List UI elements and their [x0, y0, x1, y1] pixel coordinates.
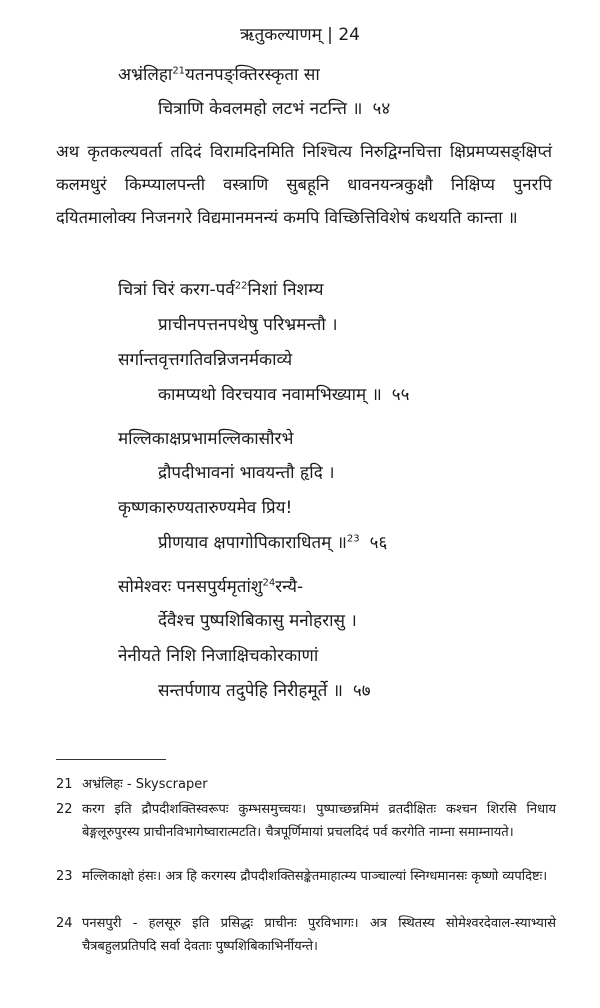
- footnote-21: [56, 773, 556, 796]
- verse-text: कामप्यथो विरचयाव नवामभिख्याम् ॥: [158, 385, 382, 405]
- footnote-23: [56, 865, 556, 888]
- verse-text: यतनपङ्क्तिरस्कृता सा: [185, 65, 320, 85]
- verse-number-54: ५४: [372, 99, 391, 119]
- prose-paragraph: [56, 135, 552, 234]
- footnote-text: अभ्रंलिहः - Skyscraper: [82, 777, 208, 792]
- verse-text: प्रीणयाव क्षपागोपिकाराधितम् ॥: [158, 533, 347, 553]
- verse-56-line-2: द्रौपदीभावनां भावयन्तौ हृदि ।: [158, 463, 335, 483]
- footnote-number: 22: [56, 802, 73, 817]
- verse-55-line-3: सर्गान्तवृत्तगतिवन्निजनर्मकाव्ये: [118, 350, 293, 370]
- footnote-text: पनसपुरी - हलसूरु इति प्रसिद्धः प्राचीनः पुरविभागः। अत्र स्थितस्य सोमेश्वरदेवाल-स्याभ्यासे चैत्रबहुलप्रतिपदि सर्वा देवताः पुष्पशिबिकाभिर्नीयन्ते।: [82, 916, 556, 954]
- verse-55-line-2: प्राचीनपत्तनपथेषु परिभ्रमन्तौ ।: [158, 315, 338, 335]
- footnote-text: करग इति द्रौपदीशक्तिस्वरूपः कुम्भसमुच्चयः। पुष्पाच्छन्नमिमं व्रतदीक्षितः कश्चन शिरसि निधाय बेङ्गलूरुपुरस्य प्राचीनविभागेष्वारात्मटति। चैत्रपूर्णिमायां प्रचलदिदं पर्व करगेति नाम्ना समाम्नायते।: [82, 802, 556, 840]
- verse-56-line-1: मल्लिकाक्षप्रभामल्लिकासौरभे: [118, 429, 294, 449]
- verse-57-line-4: [158, 678, 371, 701]
- footnote-24: [56, 912, 556, 958]
- verse-55-line-4: [158, 382, 409, 405]
- footnote-22: [56, 798, 556, 844]
- footnote-rule: [56, 759, 166, 760]
- footnote-ref-22: 22: [234, 280, 248, 292]
- verse-54-line-2: [158, 96, 390, 119]
- verse-text: अभ्रंलिहा: [118, 65, 173, 85]
- verse-55-line-1: [118, 277, 324, 300]
- verse-54-line-1: [118, 62, 320, 85]
- verse-57-line-1: [118, 574, 303, 597]
- verse-56-line-3: कृष्णकारुण्यतारुण्यमेव प्रिय!: [118, 498, 293, 518]
- verse-text: निशां निशम्य: [247, 280, 324, 300]
- verse-number-56: ५६: [369, 533, 388, 553]
- verse-text: चित्रां चिरं करग-पर्व: [118, 280, 235, 300]
- verse-57-line-3: नेनीयते निशि निजाक्षिचकोरकाणां: [118, 646, 319, 666]
- verse-text: रन्यै-: [275, 577, 304, 597]
- verse-number-57: ५७: [352, 681, 371, 701]
- footnote-ref-24: 24: [262, 577, 276, 589]
- prose-text: अथ कृतकल्यवर्ता तदिदं विरामदिनमिति निश्चित्य निरुद्विग्नचित्ता क्षिप्रमप्यसङ्क्षिप्तं कलमधुरं किम्प्यालपन्ती वस्त्राणि सुबहूनि धावनयन्त्रकुक्षौ निक्षिप्य पुनरपि दयितमालोक्य निजनगरे विद्यमानमनन्यं कमपि विच्छित्तिविशेषं कथयति कान्ता ॥: [56, 142, 552, 227]
- verse-text: चित्राणि केवलमहो लटभं नटन्ति ॥: [158, 99, 363, 119]
- verse-56-line-4: [158, 530, 387, 553]
- verse-number-55: ५५: [391, 385, 410, 405]
- verse-57-line-2: र्देवैश्च पुष्पशिबिकासु मनोहरासु ।: [158, 611, 357, 631]
- verse-text: सोमेश्वरः पनसपुर्यमृतांशु: [118, 577, 263, 597]
- footnote-ref-23: 23: [346, 533, 360, 545]
- footnote-number: 21: [56, 777, 73, 792]
- footnote-number: 24: [56, 916, 73, 931]
- footnote-ref-21: 21: [172, 65, 186, 77]
- footnote-number: 23: [56, 869, 73, 884]
- footnote-text: मल्लिकाक्षो हंसः। अत्र हि करगस्य द्रौपदीशक्तिसङ्केतमाहात्म्य पाञ्चाल्यां स्निग्धमानसः कृष्णो व्यपदिष्टः।: [82, 869, 548, 884]
- running-header: ऋतुकल्याणम् | 24: [240, 25, 360, 45]
- verse-text: सन्तर्पणाय तदुपेहि निरीहमूर्ते ॥: [158, 681, 343, 701]
